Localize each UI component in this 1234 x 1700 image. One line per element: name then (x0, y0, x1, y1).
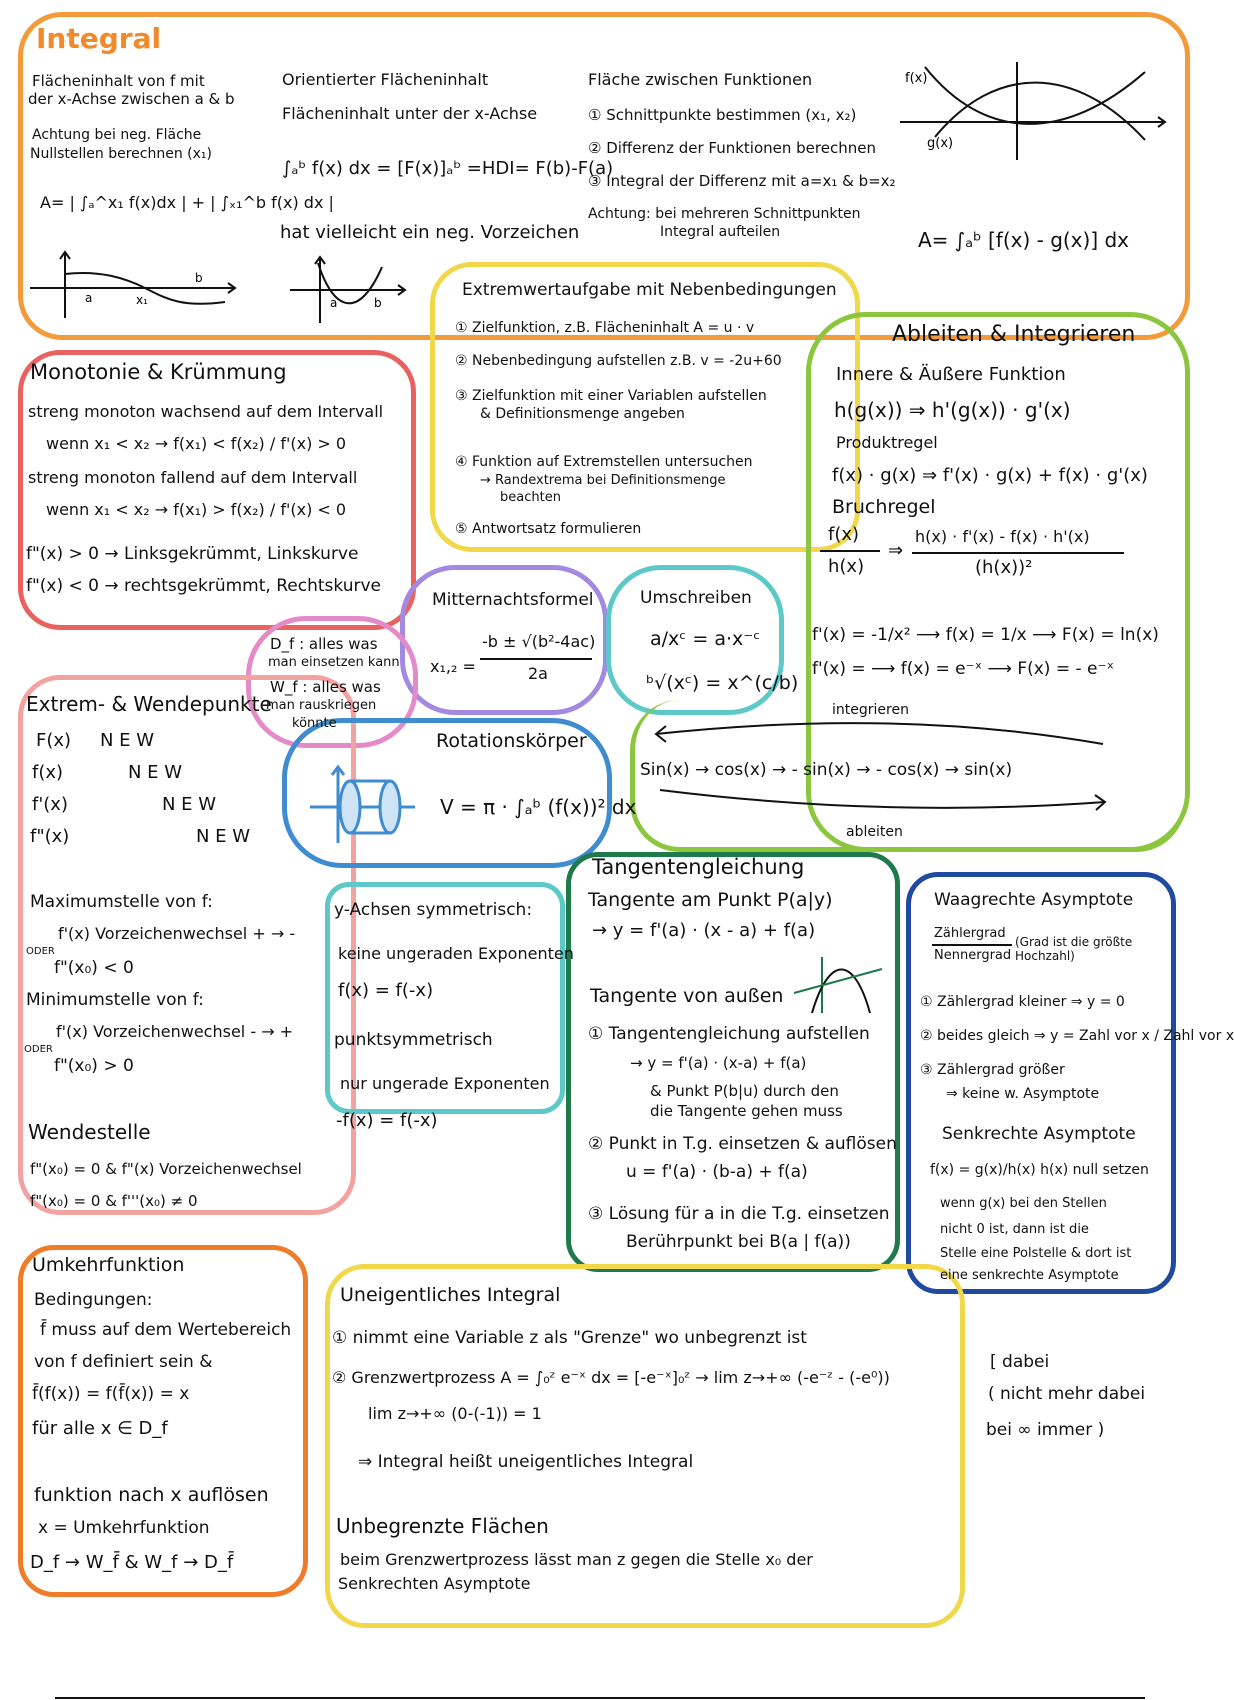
graph1-label-a: a (85, 291, 93, 305)
extrem-row1-vals: N E W (100, 730, 155, 751)
extrem-max1: f'(x) Vorzeichenwechsel + → - (58, 924, 296, 943)
tangente-line2: → y = f'(a) · (x - a) + f(a) (592, 920, 816, 941)
extremwert-item1: ① Zielfunktion, z.B. Flächeninhalt A = u · v (455, 320, 755, 336)
monotonie-line3: streng monoton fallend auf dem Intervall (28, 468, 358, 487)
tangente-line4: ① Tangentengleichung aufstellen (588, 1024, 870, 1044)
integral-col3-line6: Integral aufteilen (660, 224, 781, 240)
integral-col1-line4: Nullstellen berechnen (x₁) (30, 146, 212, 162)
rotation-formula: V = π · ∫ₐᵇ (f(x))² dx (440, 795, 637, 819)
umkehr-line3: von f definiert sein & (34, 1352, 213, 1372)
tangente-line8: ② Punkt in T.g. einsetzen & auflösen (588, 1134, 897, 1154)
graph2-label-a: a (330, 296, 338, 310)
tangente-line7: die Tangente gehen muss (650, 1102, 843, 1120)
integral-title: Integral (36, 22, 162, 55)
asymptote-senk3: nicht 0 ist, dann ist die (940, 1222, 1089, 1237)
asymptote-note: (Grad ist die größte Hochzahl) (1015, 935, 1133, 964)
uneigentlich-title: Uneigentliches Integral (340, 1284, 561, 1306)
extremwert-item3b: & Definitionsmenge angeben (480, 406, 685, 422)
mitternacht-den: 2a (528, 664, 548, 683)
extrem-row4-label: f"(x) (30, 826, 70, 847)
monotonie-line2: wenn x₁ < x₂ → f(x₁) < f(x₂) / f'(x) > 0 (46, 434, 347, 453)
umkehr-line5: für alle x ∈ D_f (32, 1418, 168, 1439)
umkehr-line4: f̄(f(x)) = f(f̄(x)) = x (32, 1384, 190, 1404)
mitternacht-num: -b ± √(b²-4ac) (482, 632, 596, 651)
extremwert-item4c: beachten (500, 490, 561, 505)
integral-col2-formula: ∫ₐᵇ f(x) dx = [F(x)]ₐᵇ =HDI= F(b)-F(a) (282, 158, 614, 179)
extrem-row2-vals: N E W (128, 762, 183, 783)
integral-col1-line2: der x-Achse zwischen a & b (28, 90, 235, 108)
extrem-wende2: f"(x₀) = 0 & f'''(x₀) ≠ 0 (30, 1192, 198, 1210)
graph1-label-b: b (195, 271, 203, 285)
extrem-title: Extrem- & Wendepunkte (26, 692, 272, 716)
graph3-label-g: g(x) (927, 136, 954, 151)
ableiten-frac-num: f(x) (828, 524, 860, 545)
umkehr-line1: Bedingungen: (34, 1290, 153, 1310)
extrem-max-oder: ODER (26, 946, 55, 957)
umkehr-title: Umkehrfunktion (32, 1254, 185, 1276)
asymptote-senk-title: Senkrechte Asymptote (942, 1124, 1136, 1144)
extremwert-item5: ⑤ Antwortsatz formulieren (455, 521, 642, 537)
symmetrie-line5: nur ungerade Exponenten (340, 1074, 550, 1093)
mitternacht-lhs: x₁,₂ = (430, 657, 476, 676)
asymptote-item1: ① Zählergrad kleiner ⇒ y = 0 (920, 994, 1125, 1010)
umschreiben-line1: a/xᶜ = a·x⁻ᶜ (650, 628, 761, 650)
graph1-label-x1: x₁ (136, 293, 148, 307)
integral-graph2 (290, 255, 410, 325)
tangent-curve-icon (794, 955, 884, 1015)
integral-col3-line1: Fläche zwischen Funktionen (588, 70, 813, 89)
ableiten-arrow (655, 788, 1115, 818)
extrem-row3-vals: N E W (162, 794, 217, 815)
asymptote-item3: ③ Zählergrad größer (920, 1062, 1065, 1078)
ableiten-frac-line (820, 550, 880, 552)
integral-graph1 (30, 250, 240, 320)
symmetrie-line3: f(x) = f(-x) (338, 980, 434, 1001)
integral-col3-formula: A= ∫ₐᵇ [f(x) - g(x)] dx (918, 228, 1130, 252)
umkehr-line8: D_f → W_f̄ & W_f → D_f̄ (30, 1552, 234, 1573)
umkehr-line6: funktion nach x auflösen (34, 1484, 269, 1506)
extrem-row3-label: f'(x) (32, 794, 68, 815)
uneigentlich-line2: ② Grenzwertprozess A = ∫₀ᶻ e⁻ˣ dx = [-e⁻ˣ]₀ᶻ → lim z→+∞ (-e⁻ᶻ - (-e⁰)) (332, 1368, 890, 1387)
uneigentlich-line1: ① nimmt eine Variable z als "Grenze" wo unbegrenzt ist (332, 1328, 807, 1348)
mitternacht-title: Mitternachtsformel (432, 590, 594, 610)
uneigentlich-line3: lim z→+∞ (0-(-1)) = 1 (368, 1404, 542, 1423)
ableiten-integrieren-label: integrieren (832, 702, 909, 718)
extrem-row4-vals: N E W (196, 826, 251, 847)
ableiten-cycle: Sin(x) → cos(x) → - sin(x) → - cos(x) → sin(x) (640, 760, 1013, 780)
monotonie-line4: wenn x₁ < x₂ → f(x₁) > f(x₂) / f'(x) < 0 (46, 500, 347, 519)
asymptote-frac-line (932, 944, 1012, 946)
extrem-min-oder: ODER (24, 1044, 53, 1055)
asymptote-item4: ⇒ keine w. Asymptote (946, 1086, 1100, 1102)
df-line5: könnte (292, 716, 337, 731)
extrem-max-title: Maximumstelle von f: (30, 892, 213, 912)
symmetrie-line2: keine ungeraden Exponenten (338, 944, 574, 963)
uneigentlich-line6: beim Grenzwertprozess lässt man z gegen die Stelle x₀ der (340, 1550, 813, 1569)
tangente-line1: Tangente am Punkt P(a|y) (588, 889, 833, 911)
ableiten-line1: Innere & Äußere Funktion (836, 364, 1066, 385)
uneigentlich-line5: Unbegrenzte Flächen (336, 1514, 549, 1538)
extrem-wende-title: Wendestelle (28, 1120, 151, 1144)
symmetrie-line4: punktsymmetrisch (334, 1030, 493, 1050)
asymptote-frac-num: Zählergrad (934, 926, 1006, 941)
rotation-cylinder-icon (310, 765, 420, 845)
ableiten-line4: f(x) · g(x) ⇒ f'(x) · g(x) + f(x) · g'(x) (832, 465, 1148, 486)
extrem-min1: f'(x) Vorzeichenwechsel - → + (56, 1022, 294, 1041)
ableiten-title: Ableiten & Integrieren (892, 322, 1136, 347)
df-line1: D_f : alles was (270, 635, 378, 653)
ableiten-ableiten-label: ableiten (846, 824, 903, 840)
integral-col1-formula: A= | ∫ₐ^x₁ f(x)dx | + | ∫ₓ₁^b f(x) dx | (40, 193, 334, 212)
umkehr-line7: x = Umkehrfunktion (38, 1518, 210, 1538)
monotonie-line5: f"(x) > 0 → Linksgekrümmt, Linkskurve (26, 544, 359, 564)
umschreiben-line2: ᵇ√(xᶜ) = x^(c/b) (646, 672, 799, 694)
extremwert-title: Extremwertaufgabe mit Nebenbedingungen (462, 280, 837, 300)
extremwert-item4: ④ Funktion auf Extremstellen untersuchen (455, 454, 753, 470)
ableiten-rule2: f'(x) = ⟶ f(x) = e⁻ˣ ⟶ F(x) = - e⁻ˣ (812, 659, 1114, 679)
extremwert-item4b: → Randextrema bei Definitionsmenge (480, 473, 726, 488)
tangente-line6: & Punkt P(b|u) durch den (650, 1082, 839, 1100)
rotation-title: Rotationskörper (436, 730, 587, 752)
ableiten-result-num: h(x) · f'(x) - f(x) · h'(x) (915, 527, 1090, 546)
dabei-line1: [ dabei (990, 1352, 1050, 1372)
asymptote-senk4: Stelle eine Polstelle & dort ist (940, 1246, 1132, 1261)
uneigentlich-line4: ⇒ Integral heißt uneigentliches Integral (358, 1452, 694, 1472)
monotonie-title: Monotonie & Krümmung (30, 360, 287, 384)
tangente-line10: ③ Lösung für a in die T.g. einsetzen (588, 1204, 890, 1224)
asymptote-title: Waagrechte Asymptote (934, 890, 1134, 910)
integral-col1-line3: Achtung bei neg. Fläche (32, 127, 202, 143)
df-line4: man rauskriegen (266, 698, 377, 713)
extremwert-item3: ③ Zielfunktion mit einer Variablen aufstellen (455, 388, 767, 404)
asymptote-senk1: f(x) = g(x)/h(x) h(x) null setzen (930, 1162, 1149, 1178)
umschreiben-title: Umschreiben (640, 588, 752, 608)
tangente-title: Tangentengleichung (592, 855, 805, 879)
ableiten-result-line (912, 552, 1124, 554)
umkehr-line2: f̄ muss auf dem Wertebereich (40, 1320, 292, 1340)
ableiten-line2: h(g(x)) ⇒ h'(g(x)) · g'(x) (834, 398, 1071, 422)
integral-col2-line4: hat vielleicht ein neg. Vorzeichen (280, 222, 580, 243)
asymptote-item2: ② beides gleich ⇒ y = Zahl vor x / Zahl vor x (920, 1028, 1234, 1044)
ableiten-line3: Produktregel (836, 433, 938, 452)
dabei-line3: bei ∞ immer ) (986, 1420, 1105, 1440)
extrem-row2-label: f(x) (32, 762, 64, 783)
df-line3: W_f : alles was (270, 678, 381, 696)
integral-col3-line2: ① Schnittpunkte bestimmen (x₁, x₂) (588, 106, 857, 124)
extrem-row1-label: F(x) (36, 730, 72, 751)
asymptote-senk5: eine senkrechte Asymptote (940, 1268, 1119, 1283)
tangente-line11: Berührpunkt bei B(a | f(a)) (626, 1232, 851, 1252)
extremwert-item2: ② Nebenbedingung aufstellen z.B. v = -2u+60 (455, 353, 782, 369)
integral-col3-line3: ② Differenz der Funktionen berechnen (588, 139, 876, 157)
integrieren-arrow (648, 716, 1108, 746)
tangente-line9: u = f'(a) · (b-a) + f(a) (626, 1162, 808, 1182)
symmetrie-line6: -f(x) = f(-x) (336, 1110, 438, 1131)
graph3-label-f: f(x) (905, 71, 928, 86)
ableiten-rule1: f'(x) = -1/x² ⟶ f(x) = 1/x ⟶ F(x) = ln(x) (812, 625, 1159, 645)
integral-col2-line2: Flächeninhalt unter der x-Achse (282, 104, 538, 123)
symmetrie-line1: y-Achsen symmetrisch: (334, 900, 533, 920)
asymptote-frac-den: Nennergrad (934, 948, 1012, 963)
ableiten-arrow: ⇒ (888, 540, 904, 561)
extrem-wende1: f"(x₀) = 0 & f"(x) Vorzeichenwechsel (30, 1160, 302, 1178)
ableiten-frac-den: h(x) (828, 556, 865, 577)
monotonie-line1: streng monoton wachsend auf dem Intervall (28, 402, 384, 421)
bottom-rule (55, 1697, 1145, 1699)
uneigentlich-line7: Senkrechten Asymptote (338, 1574, 531, 1593)
monotonie-line6: f"(x) < 0 → rechtsgekrümmt, Rechtskurve (26, 576, 381, 596)
asymptote-senk2: wenn g(x) bei den Stellen (940, 1196, 1107, 1211)
integral-col1-line1: Flächeninhalt von f mit (32, 72, 205, 90)
extrem-max2: f"(x₀) < 0 (54, 958, 134, 978)
df-line2: man einsetzen kann (268, 655, 400, 670)
extrem-min2: f"(x₀) > 0 (54, 1056, 134, 1076)
dabei-line2: ( nicht mehr dabei (988, 1384, 1146, 1404)
integral-col3-line5: Achtung: bei mehreren Schnittpunkten (588, 206, 861, 222)
integral-col3-line4: ③ Integral der Differenz mit a=x₁ & b=x₂ (588, 172, 896, 190)
integral-graph3 (895, 62, 1175, 162)
mitternacht-frac-line (480, 658, 592, 660)
ableiten-result-den: (h(x))² (975, 557, 1033, 578)
integral-col2-line1: Orientierter Flächeninhalt (282, 70, 489, 89)
extrem-min-title: Minimumstelle von f: (26, 990, 204, 1010)
graph2-label-b: b (374, 296, 382, 310)
tangente-line5: → y = f'(a) · (x-a) + f(a) (630, 1054, 807, 1072)
ableiten-line5: Bruchregel (832, 496, 936, 518)
tangente-line3: Tangente von außen (590, 985, 784, 1007)
